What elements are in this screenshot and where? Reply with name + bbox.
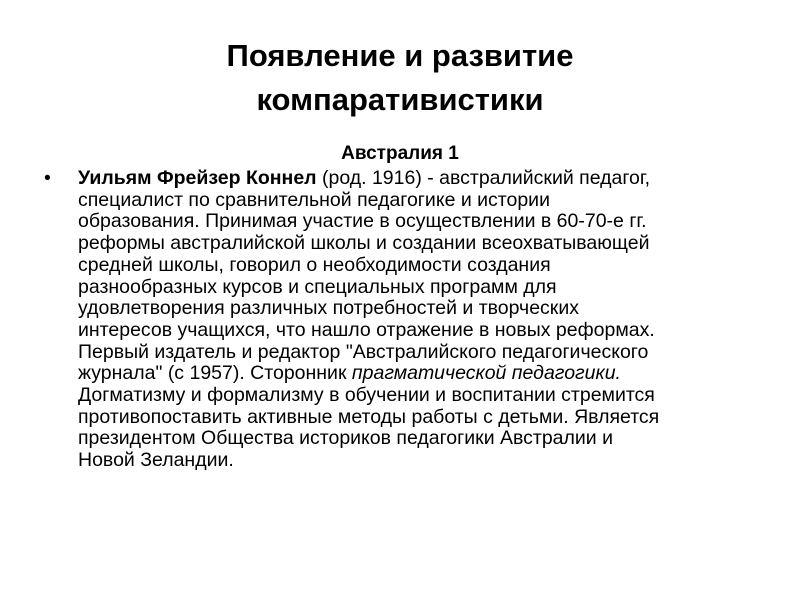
bullet-line: специалист по сравнительной педагогике и истории: [78, 188, 550, 211]
bullet-text: (род. 1916) - австралийский педагог,: [316, 167, 651, 189]
slide-subtitle: [0, 142, 800, 166]
bullet-line: Первый издатель и редактор "Австралийского педагогического: [78, 340, 649, 363]
bullet-text: журнала" (с 1957). Сторонник: [78, 362, 352, 385]
bullet-line: [78, 363, 764, 385]
bullet-list: [44, 168, 764, 472]
bullet-line: [78, 168, 764, 190]
bullet-line: противопоставить активные методы работы с детьми. Является: [78, 405, 660, 428]
bullet-marker: •: [44, 167, 51, 189]
bullet-line: средней школы, говорил о необходимости создания: [78, 253, 551, 276]
subtitle-text: Австралия 1: [341, 143, 459, 164]
bullet-line: президентом Общества историков педагогики Австралии и: [78, 427, 613, 450]
slide-title-line-2: компаративистики: [256, 82, 544, 117]
person-name: Уильям Фрейзер Коннел: [78, 167, 317, 189]
bullet-line: разнообразных курсов и специальных программ для: [78, 275, 557, 298]
slide-title: [0, 34, 800, 122]
bullet-line: Догматизму и формализму в обучении и воспитании стремится: [78, 384, 655, 407]
bullet-line: реформы австралийской школы и создании всеохватывающей: [78, 232, 650, 255]
bullet-item: [44, 168, 764, 472]
italic-term: прагматической педагогики.: [351, 362, 621, 385]
bullet-line: интересов учащихся, что нашло отражение в новых реформах.: [78, 318, 655, 341]
bullet-line: удовлетворения различных потребностей и творческих: [78, 297, 579, 320]
slide-title-line-1: Появление и развитие: [226, 38, 574, 73]
bullet-line: образования. Принимая участие в осуществлении в 60-70-е гг.: [78, 210, 647, 233]
bullet-line: Новой Зеландии.: [78, 449, 234, 472]
